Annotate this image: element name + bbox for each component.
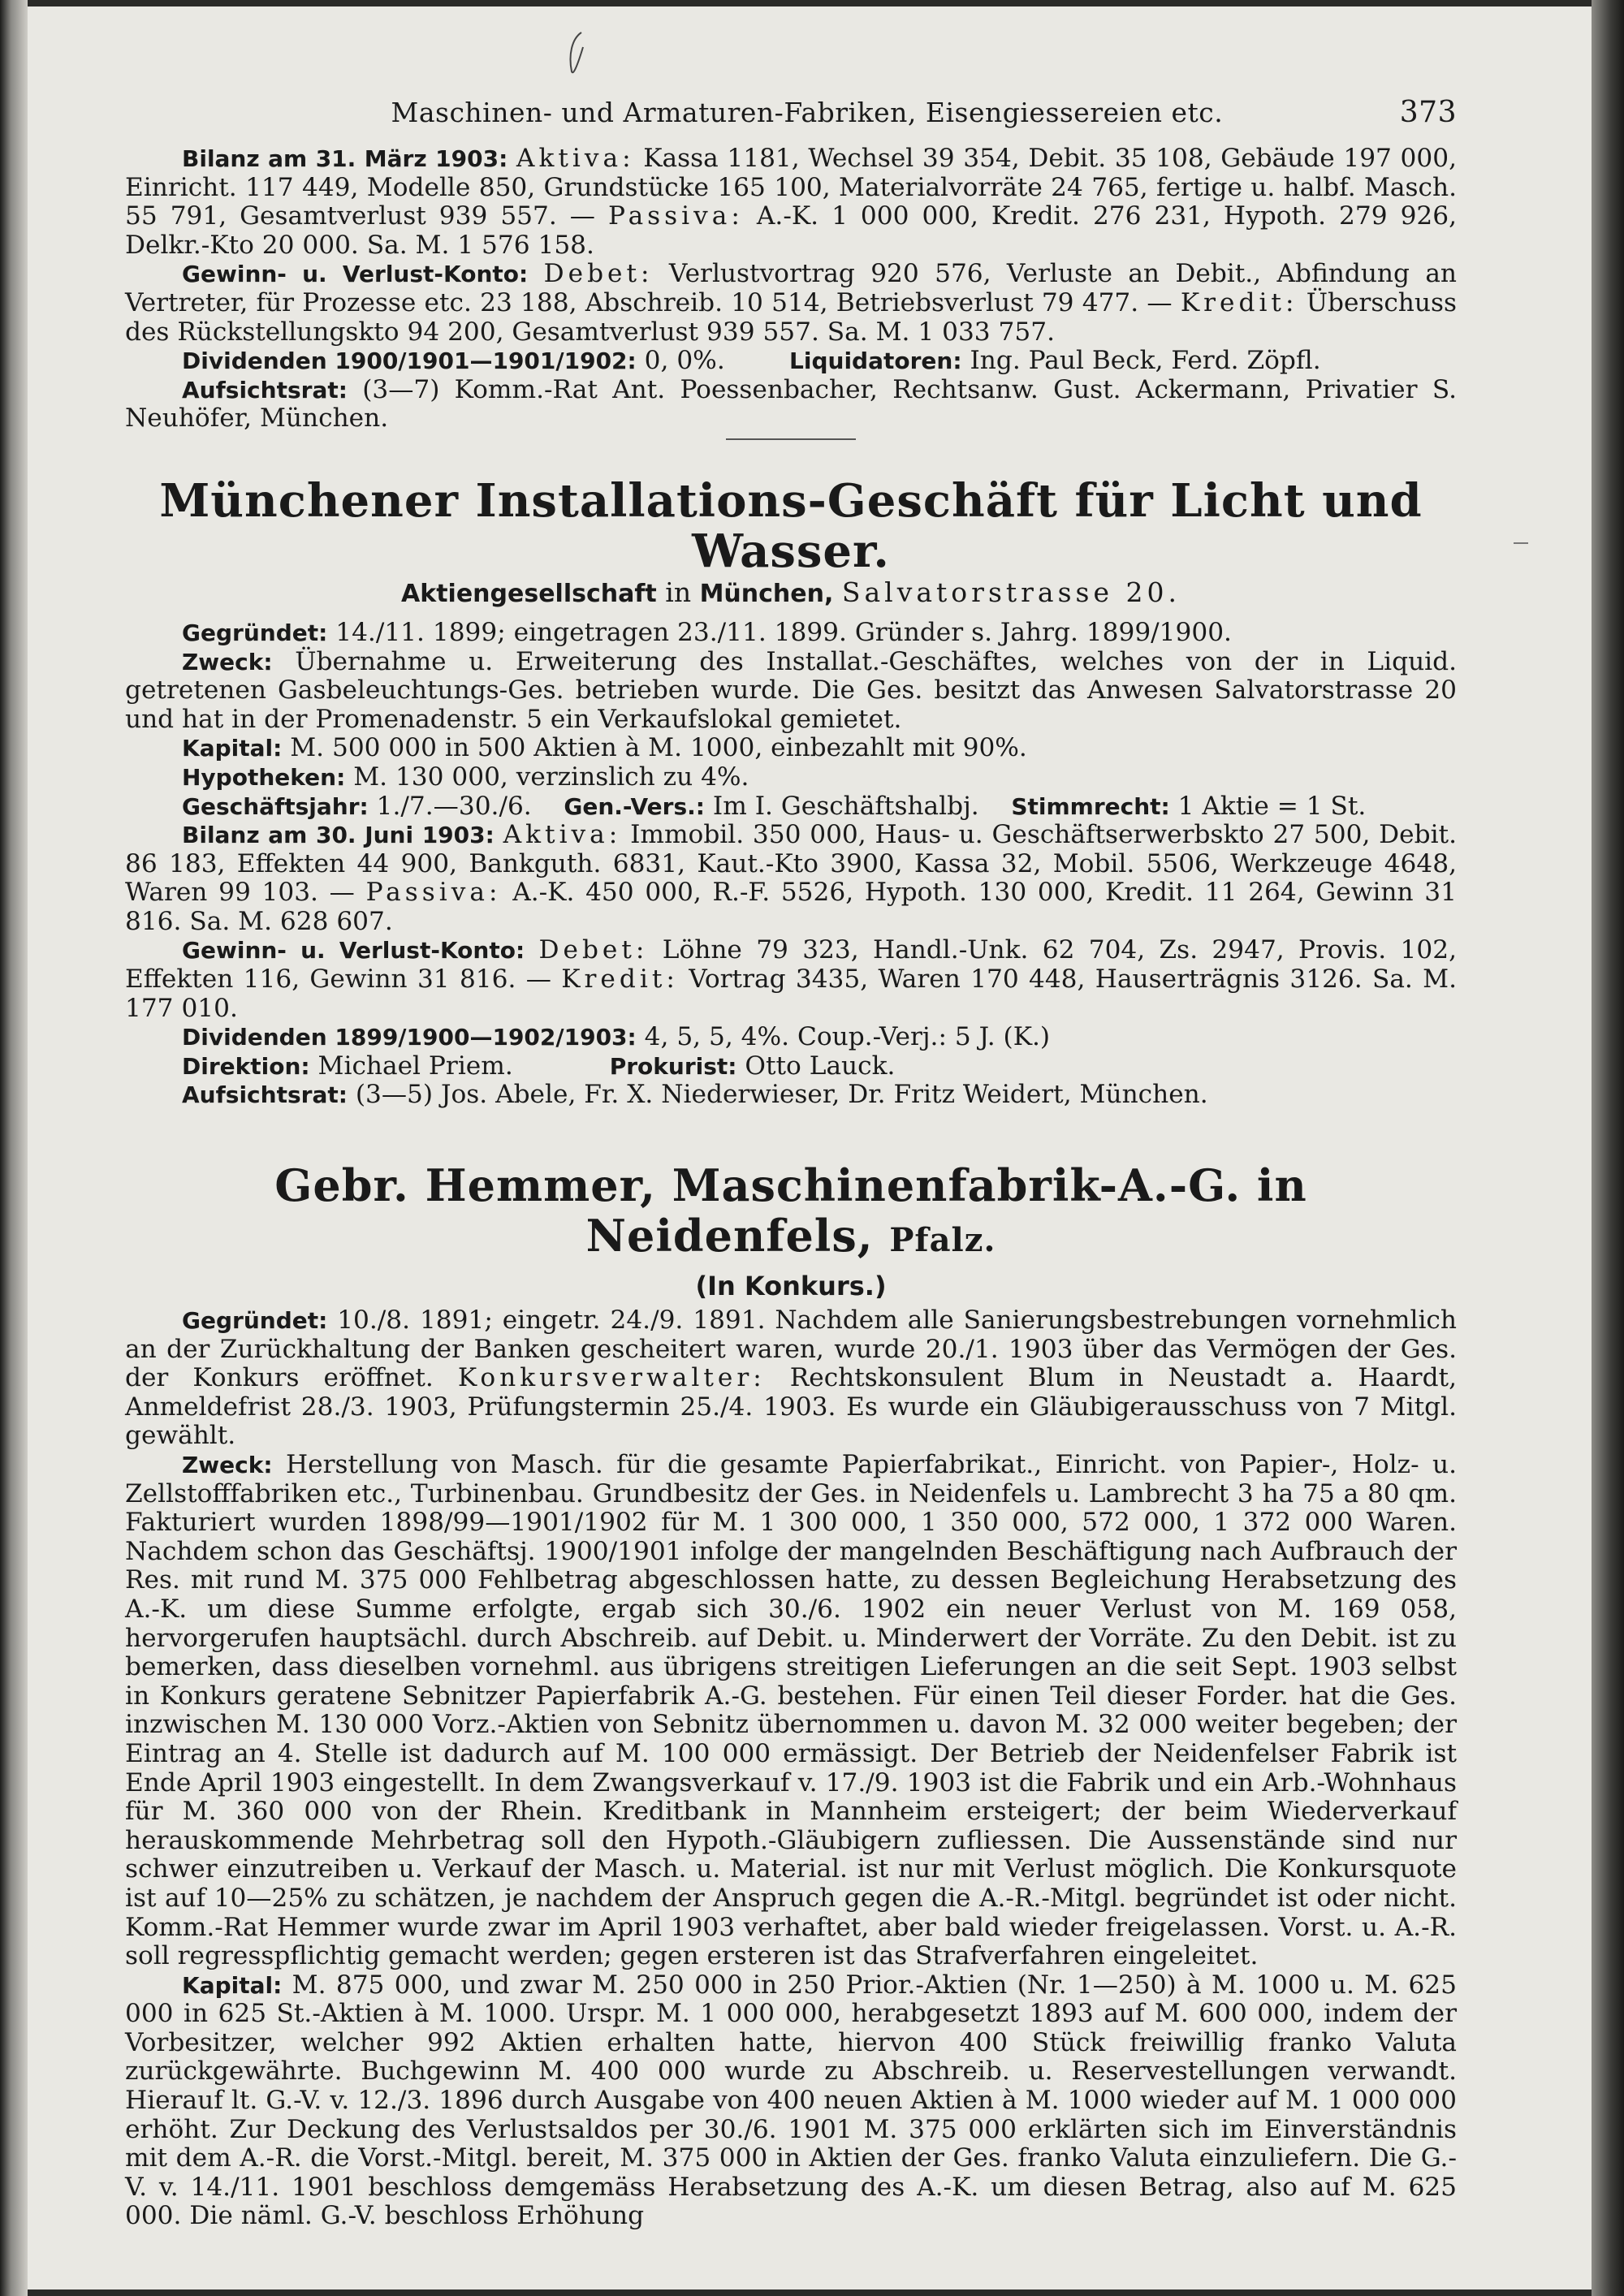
entry1-title: Münchener Installations-Geschäft für Licht und Wasser. — [159, 473, 1423, 578]
entry2-status: (In Konkurs.) — [695, 1271, 887, 1302]
margin-dash — [1514, 542, 1528, 544]
binding-margin — [0, 0, 28, 2296]
entry2-title: Gebr. Hemmer, Maschinenfabrik-A.-G. in Neidenfels, Pfalz. — [274, 1159, 1307, 1262]
entry1-direktion: Direktion: Michael Priem. Prokurist: Otto Lauck. — [182, 1051, 896, 1081]
top-guv: Gewinn- u. Verlust-Konto: Debet: Verlustvortrag 920 576, Verluste an Debit., Abfindung an Vertreter, für Prozesse etc. 23 188, Abschreib. 10 514, Betriebsverlust 79 477. — Kredit: Überschuss des Rückstellungskto 94 200, Gesamtverlust 939 557. Sa. M. 1 033 757. — [125, 259, 1458, 347]
handwritten-mark-icon — [564, 31, 588, 80]
entry2-zweck: Zweck: Herstellung von Masch. für die gesamte Papierfabrikat., Einricht. von Papier-, Holz- u. Zellstofffabriken etc., Turbinenbau. Grundbesitz der Ges. in Neidenfels u. Lambrecht 3 ha 75 a 80 qm. Fakturiert wurden 1898/99—1901/1902 für M. 1 300 000, 1 350 000, 572 000, 1 372 000 Waren. Nachdem schon das Geschäftsj. 1900/1901 infolge der mangelnden Beschäftigung nach Aufbrauch der Res. mit rund M. 375 000 Fehlbetrag abgeschlossen hatte, zu dessen Begleichung Herabsetzung des A.-K. um diese Summe erfolgte, ergab sich 30./6. 1902 ein neuer Verlust von M. 169 058, hervorgerufen hauptsächl. durch Abschreib. auf Debit. u. Minderwert der Vorräte. Zu den Debit. ist zu bemerken, dass dieselben vornehml. aus übrigens streitigen Lieferungen an die seit Sept. 1903 selbst in Konkurs geratene Sebnitzer Papierfabrik A.-G. bestehen. Für einen Teil dieser Forder. hat die Ges. inzwischen M. 130 000 Vorz.-Aktien von Sebnitz übernommen u. davon M. 32 000 weiter begeben; der Eintrag an 4. Stelle ist dadurch auf M. 100 000 ermässigt. Der Betrieb der Neidenfelser Fabrik ist Ende April 1903 eingestellt. In dem Zwangsverkauf v. 17./9. 1903 ist die Fabrik und ein Arb.-Wohnhaus für M. 360 000 von der Rhein. Kreditbank in Mannheim ersteigert; der beim Wiederverkauf herauskommende Mehrbetrag soll den Hypoth.-Gläubigern zufliessen. Die Aussenstände sind nur schwer einzutreiben u. Verkauf der Masch. u. Material. ist nur mit Verlust möglich. Die Konkursquote ist auf 10—25% zu schätzen, je nachdem der Anspruch gegen die A.-R.-Mitgl. begründet ist oder nicht. Komm.-Rat Hemmer wurde zwar im April 1903 verhaftet, aber bald wieder freigelassen. Vorst. u. A.-R. soll regresspflichtig gemacht werden; gegen ersteren ist das Strafverfahren eingeleitet. — [125, 1450, 1457, 1971]
entry1-gegruendet: Gegründet: 14./11. 1899; eingetragen 23./11. 1899. Gründer s. Jahrg. 1899/1900. — [182, 617, 1232, 647]
entry2-kapital: Kapital: M. 875 000, und zwar M. 250 000 in 250 Prior.-Aktien (Nr. 1—250) à M. 1000 u. M. 625 000 in 625 St.-Aktien à M. 1000. Urspr. M. 1 000 000, herabgesetzt 1893 auf M. 600 000, indem der Vorbesitzer, welcher 992 Aktien erhalten hatte, hiervon 400 Stück freiwillig franko Valuta zurückgewährte. Buchgewinn M. 400 000 wurde zu Abschreib. u. Reservestellungen verwandt. Hierauf lt. G.-V. v. 12./3. 1896 durch Ausgabe von 400 neuen Aktien à M. 1000 wieder auf M. 1 000 000 erhöht. Zur Deckung des Verlustsaldos per 30./6. 1901 M. 375 000 erklärten sich im Einverständnis mit dem A.-R. die Vorst.-Mitgl. bereit, M. 375 000 in Aktien der Ges. franko Valuta einzuliefern. Die G.-V. v. 14./11. 1901 beschloss demgemäss Herabsetzung des A.-K. um diesen Betrag, also auf M. 625 000. Die näml. G.-V. beschloss Erhöhung — [125, 1970, 1457, 2231]
running-header — [125, 96, 1457, 145]
entry1-bilanz: Bilanz am 30. Juni 1903: Aktiva: Immobil. 350 000, Haus- u. Geschäftserwerbskto 27 500, Debit. 86 183, Effekten 44 900, Bankguth. 6831, Kaut.-Kto 3900, Kassa 32, Mobil. 5506, Werkzeuge 4648, Waren 99 103. — Passiva: A.-K. 450 000, R.-F. 5526, Hypoth. 130 000, Kredit. 11 264, Gewinn 31 816. Sa. M. 628 607. — [125, 820, 1457, 936]
book-page — [28, 6, 1593, 2290]
entry2-gegruendet: Gegründet: 10./8. 1891; eingetr. 24./9. 1891. Nachdem alle Sanierungsbestrebungen vornehmlich an der Zurückhaltung der Banken gescheitert waren, wurde 20./1. 1903 über das Vermögen der Ges. der Konkurs eröffnet. Konkursverwalter: Rechtskonsulent Blum in Neustadt a. Haardt, Anmeldefrist 28./3. 1903, Prüfungstermin 25./4. 1903. Es wurde ein Gläubigerausschuss von 7 Mitgl. gewählt. — [125, 1306, 1458, 1451]
separator-rule — [726, 438, 856, 440]
top-dividenden: Dividenden 1900/1901—1901/1902: 0, 0%. Liquidatoren: Ing. Paul Beck, Ferd. Zöpfl. — [182, 346, 1321, 376]
entry1-guv: Gewinn- u. Verlust-Konto: Debet: Löhne 79 323, Handl.-Unk. 62 704, Zs. 2947, Provis. 102, Effekten 116, Gewinn 31 816. — Kredit: Vortrag 3435, Waren 170 448, Hauserträgnis 3126. Sa. M. 177 010. — [125, 935, 1458, 1023]
page-content — [125, 96, 1457, 2231]
top-aufsichtsrat: Aufsichtsrat: (3—7) Komm.-Rat Ant. Poessenbacher, Rechtsanw. Gust. Ackermann, Privatier S. Neuhöfer, München. — [125, 374, 1457, 434]
top-bilanz: Bilanz am 31. März 1903: Aktiva: Kassa 1181, Wechsel 39 354, Debit. 35 108, Gebäude 197 000, Einricht. 117 449, Modelle 850, Grundstücke 165 100, Materialvorräte 24 765, fertige u. halbf. Masch. 55 791, Gesamtverlust 939 557. — Passiva: A.-K. 1 000 000, Kredit. 276 231, Hypoth. 279 926, Delkr.-Kto 20 000. Sa. M. 1 576 158. — [125, 144, 1458, 260]
entry1-zweck: Zweck: Übernahme u. Erweiterung des Installat.-Geschäftes, welches von der in Liquid. getretenen Gasbeleuchtungs-Ges. betrieben wurde. Die Ges. besitzt das Anwesen Salvatorstrasse 20 und hat in der Promenadenstr. 5 ein Verkaufslokal gemietet. — [125, 646, 1458, 734]
entry1-subtitle: Aktiengesellschaft in München, Salvatorstrasse 20. — [401, 576, 1181, 608]
page-right-edge — [1592, 0, 1624, 2296]
entry1-kapital: Kapital: M. 500 000 in 500 Aktien à M. 1000, einbezahlt mit 90%. — [182, 733, 1027, 763]
entry1-aufsichtsrat: Aufsichtsrat: (3—5) Jos. Abele, Fr. X. Niederwieser, Dr. Fritz Weidert, München. — [182, 1080, 1208, 1110]
page-number: 373 — [1399, 96, 1457, 129]
running-title: Maschinen- und Armaturen-Fabriken, Eisengiessereien etc. — [391, 97, 1224, 128]
entry1-geschaeftsjahr: Geschäftsjahr: 1./7.—30./6. Gen.-Vers.: Im I. Geschäftshalbj. Stimmrecht: 1 Aktie = 1 St. — [182, 791, 1367, 821]
entry1-hypotheken: Hypotheken: M. 130 000, verzinslich zu 4%. — [182, 762, 749, 792]
entry1-dividenden: Dividenden 1899/1900—1902/1903: 4, 5, 5, 4%. Coup.-Verj.: 5 J. (K.) — [182, 1022, 1051, 1052]
